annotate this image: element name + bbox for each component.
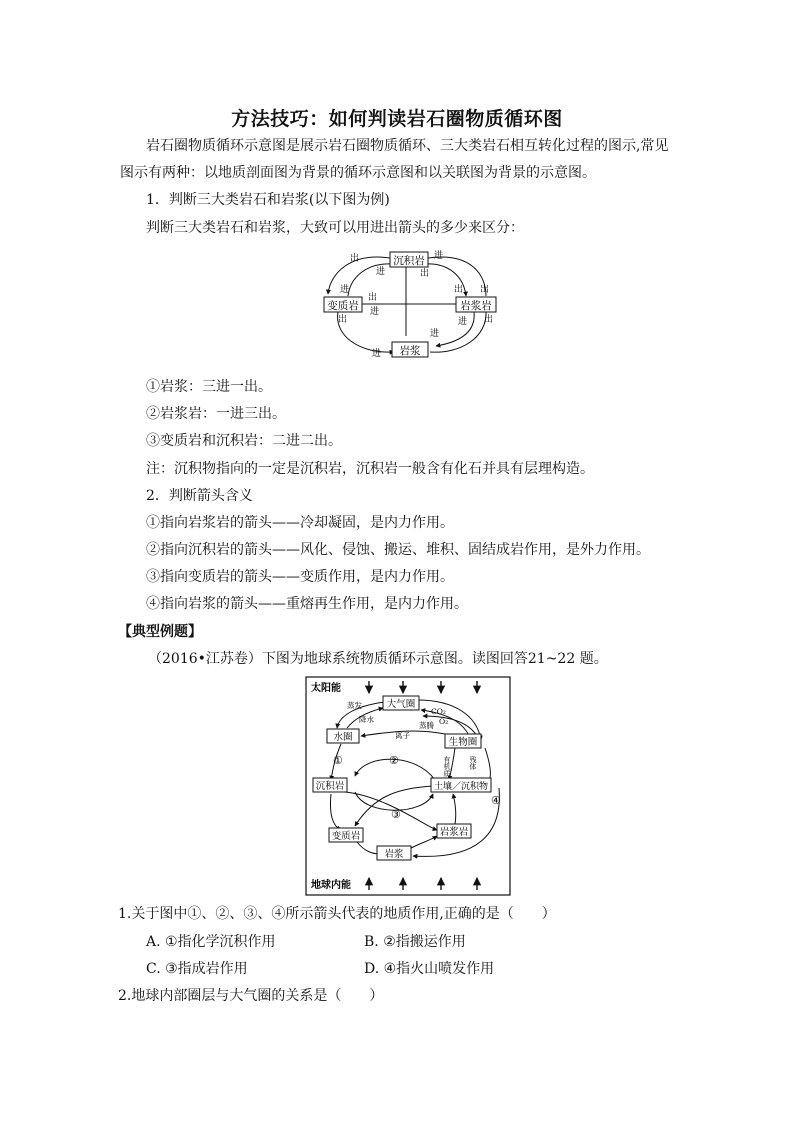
label-out-1: 出	[350, 254, 360, 264]
box-igneous-rock-label: 岩浆岩	[439, 827, 469, 838]
question-1-option-b: B. ②指搬运作用	[364, 934, 466, 950]
label-num-2: ②	[389, 754, 399, 767]
section2-item-4: ④指向岩浆的箭头——重熔再生作用，是内力作用。	[146, 596, 468, 612]
earth-system-cycle-diagram	[305, 676, 511, 896]
solar-energy-label: 太阳能	[311, 683, 341, 694]
section2-item-1: ①指向岩浆岩的箭头——冷却凝固，是内力作用。	[146, 515, 454, 531]
label-transpiration: 蒸腾	[419, 721, 434, 730]
page-title: 方法技巧：如何判读岩石圈物质循环图	[231, 108, 563, 130]
label-out-2: 出	[420, 269, 430, 279]
label-organic: 有机质	[443, 756, 451, 777]
label-num-3: ③	[391, 808, 401, 821]
label-o2: O₂	[439, 717, 449, 726]
label-out-3: 出	[368, 293, 378, 303]
label-evaporation: 蒸发	[347, 701, 362, 710]
question-1-option-c: C. ③指成岩作用	[146, 961, 248, 977]
example-heading: 【典型例题】	[118, 624, 202, 640]
rock-cycle-diagram	[310, 244, 502, 366]
section2-item-2: ②指向沉积岩的箭头——风化、侵蚀、搬运、堆积、固结成岩作用，是外力作用。	[146, 542, 650, 558]
intro-line-2: 图示有两种：以地质剖面图为背景的循环示意图和以关联图为背景的示意图。	[120, 165, 596, 181]
question-2-stem: 2.地球内部圈层与大气圈的关系是（ ）	[118, 988, 384, 1004]
label-in-4: 进	[370, 307, 380, 317]
section2-item-3: ③指向变质岩的箭头——变质作用，是内力作用。	[146, 569, 454, 585]
label-in-2: 进	[434, 251, 444, 261]
box-atmosphere-label: 大气圈	[386, 699, 416, 710]
label-num-1: ①	[333, 754, 343, 767]
arc-inner-bottom-right	[436, 312, 474, 346]
box-soil-sediment-label: 土壤／沉积物	[433, 782, 489, 792]
label-residue: 残体	[469, 756, 477, 770]
note-line: 注：沉积物指向的一定是沉积岩，沉积岩一般含有化石并具有层理构造。	[146, 461, 594, 477]
box-biosphere-label: 生物圈	[448, 737, 478, 748]
box-sedimentary-label: 沉积岩	[393, 255, 425, 267]
label-out-6: 出	[338, 315, 348, 325]
box-igneous-label: 岩浆岩	[460, 300, 492, 312]
box-magma-label: 岩浆	[399, 345, 421, 357]
label-in-6: 进	[430, 329, 440, 339]
section1-heading: 1．判断三大类岩石和岩浆(以下图为例)	[146, 192, 390, 208]
example-intro: （2016•江苏卷）下图为地球系统物质循环示意图。读图回答21~22 题。	[148, 651, 608, 667]
label-out-7: 出	[484, 315, 494, 325]
label-in-7: 进	[372, 349, 382, 359]
label-in-1: 进	[376, 267, 386, 277]
intro-line-1: 岩石圈物质循环示意图是展示岩石圈物质循环、三大类岩石相互转化过程的图示,常见	[146, 138, 669, 154]
label-out-4: 出	[454, 285, 464, 295]
label-ions: 离子	[395, 731, 410, 740]
label-precipitation: 降水	[359, 715, 374, 724]
section1-desc: 判断三大类岩石和岩浆，大致可以用进出箭头的多少来区分：	[146, 220, 524, 236]
box-magma-2-label: 岩浆	[384, 849, 404, 860]
question-1-option-a: A. ①指化学沉积作用	[146, 934, 276, 950]
section1-item-2: ②岩浆岩：一进三出。	[146, 406, 286, 422]
section1-item-3: ③变质岩和沉积岩：二进二出。	[146, 433, 342, 449]
question-1-stem: 1.关于图中①、②、③、④所示箭头代表的地质作用,正确的是（ ）	[118, 906, 556, 922]
box-metamorphic-rock-label: 变质岩	[331, 831, 361, 842]
label-num-4: ④	[491, 794, 501, 807]
label-in-3: 进	[340, 285, 350, 295]
arc-inner-top-left	[348, 264, 394, 296]
label-co2: CO₂	[431, 707, 446, 716]
section1-item-1: ①岩浆：三进一出。	[146, 379, 272, 395]
box-hydrosphere-label: 水圈	[333, 732, 353, 743]
label-out-5: 出	[480, 285, 490, 295]
section2-heading: 2．判断箭头含义	[146, 488, 253, 504]
box-sedimentary-rock-label: 沉积岩	[315, 781, 345, 792]
question-1-option-d: D. ④指火山喷发作用	[364, 961, 495, 977]
internal-energy-label: 地球内能	[311, 880, 351, 891]
label-in-5: 进	[458, 317, 468, 327]
box-metamorphic-label: 变质岩	[327, 300, 359, 312]
